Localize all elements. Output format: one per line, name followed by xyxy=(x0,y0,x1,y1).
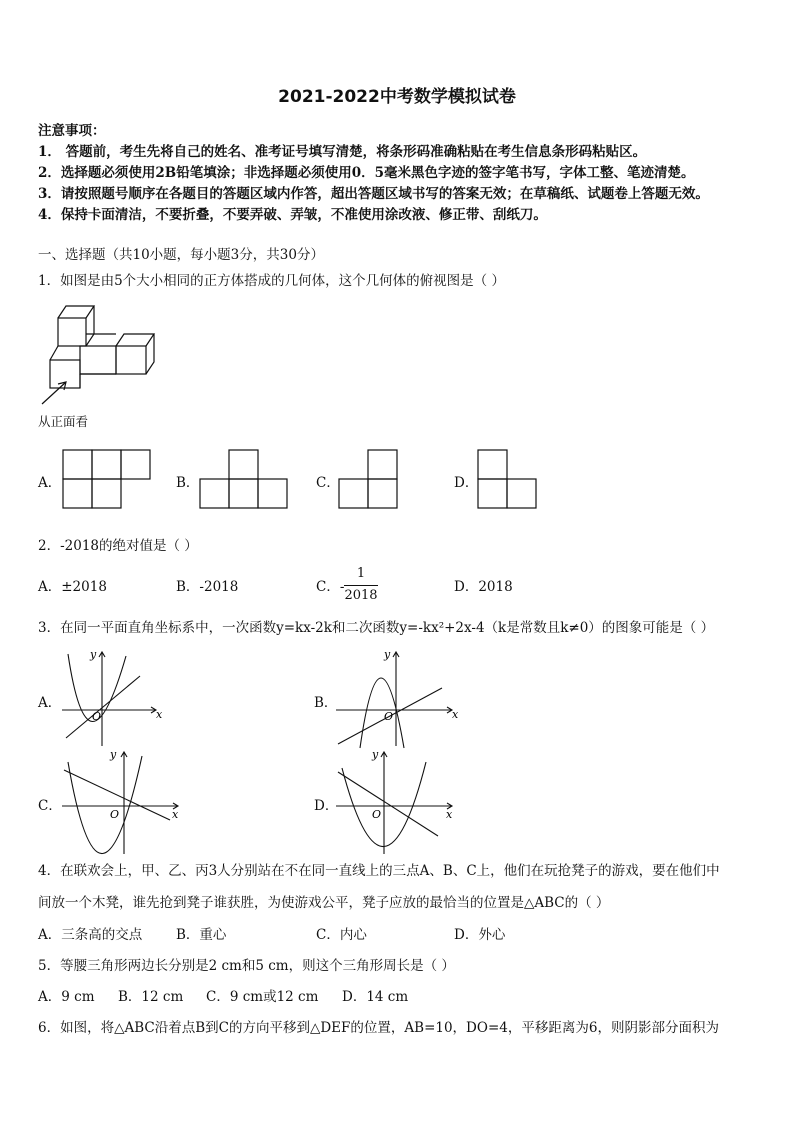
q4-stem-line-1: 4．在联欢会上，甲、乙、丙3人分别站在不在同一直线上的三点A、B、C上，他们在玩抢凳子的游戏，要在他们中 xyxy=(38,863,720,879)
q3-option-c[interactable]: C． xyxy=(38,798,62,814)
q1-option-d-figure xyxy=(477,449,543,511)
notice-heading: 注意事项： xyxy=(38,123,106,139)
q3-a-origin: O xyxy=(92,710,102,723)
q2-stem: 2．-2018的绝对值是（ ） xyxy=(38,538,198,554)
q1-option-c-figure xyxy=(338,449,404,511)
notice-item-1: 1． 答题前，考生先将自己的姓名、准考证号填写清楚，将条形码准确粘贴在考生信息条形码粘贴区。 xyxy=(38,144,647,160)
notice-item-3: 3．请按照题号顺序在各题目的答题区域内作答，超出答题区域书写的答案无效；在草稿纸、试题卷上答题无效。 xyxy=(38,186,709,202)
q2-option-c-numerator: 1 xyxy=(356,566,366,581)
notice-item-4: 4．保持卡面清洁，不要折叠，不要弄破、弄皱，不准使用涂改液、修正带、刮纸刀。 xyxy=(38,207,547,223)
q3-option-a[interactable]: A． xyxy=(38,695,62,711)
q1-option-a-figure xyxy=(62,449,154,511)
q2-option-b[interactable]: B．-2018 xyxy=(176,579,239,595)
fraction-bar xyxy=(344,585,378,586)
q3-d-origin: O xyxy=(372,808,382,821)
q3-a-x-label: x xyxy=(156,708,163,721)
q3-option-d[interactable]: D． xyxy=(314,798,339,814)
page-title: 2021-2022中考数学模拟试卷 xyxy=(278,87,516,107)
q3-b-y-label: y xyxy=(384,648,391,661)
q3-c-x-label: x xyxy=(172,808,179,821)
q4-option-a[interactable]: A．三条高的交点 xyxy=(38,927,143,943)
q2-option-c[interactable]: C．- xyxy=(316,579,345,595)
q3-b-origin: O xyxy=(384,710,394,723)
q4-stem-line-2: 间放一个木凳，谁先抢到凳子谁获胜，为使游戏公平，凳子应放的最恰当的位置是△ABC的（ ） xyxy=(38,895,610,911)
q3-b-x-label: x xyxy=(452,708,459,721)
q5-option-d[interactable]: D．14 cm xyxy=(342,989,409,1005)
q3-a-y-label: y xyxy=(90,648,97,661)
q1-option-b-figure xyxy=(199,449,291,511)
q1-solid-figure xyxy=(40,300,160,410)
q1-option-a[interactable]: A． xyxy=(38,475,62,491)
q1-view-label: 从正面看 xyxy=(38,414,89,429)
q4-option-b[interactable]: B．重心 xyxy=(176,927,227,943)
q4-option-d[interactable]: D．外心 xyxy=(454,927,506,943)
section-heading: 一、选择题（共10小题，每小题3分，共30分） xyxy=(38,247,324,263)
q3-option-c-graph xyxy=(60,748,190,858)
q1-stem: 1．如图是由5个大小相同的正方体搭成的几何体，这个几何体的俯视图是（ ） xyxy=(38,273,505,289)
q6-stem: 6．如图，将△ABC沿着点B到C的方向平移到△DEF的位置，AB=10，DO=4，平移距离为6，则阴影部分面积为 xyxy=(38,1020,719,1036)
q5-option-b[interactable]: B．12 cm xyxy=(118,989,184,1005)
q3-d-y-label: y xyxy=(372,748,379,761)
q3-stem: 3．在同一平面直角坐标系中，一次函数y=kx-2k和二次函数y=-kx²+2x-4（k是常数且k≠0）的图象可能是（ ） xyxy=(38,620,715,636)
q3-c-origin: O xyxy=(110,808,120,821)
q5-option-a[interactable]: A．9 cm xyxy=(38,989,95,1005)
q2-option-c-denominator: 2018 xyxy=(344,588,378,603)
q3-option-d-graph xyxy=(334,748,464,858)
q1-option-c[interactable]: C． xyxy=(316,475,340,491)
q3-option-b-graph xyxy=(334,648,464,748)
q1-option-b[interactable]: B． xyxy=(176,475,200,491)
q4-option-c[interactable]: C．内心 xyxy=(316,927,367,943)
q3-option-b[interactable]: B． xyxy=(314,695,338,711)
q3-d-x-label: x xyxy=(446,808,453,821)
q2-option-d[interactable]: D．2018 xyxy=(454,579,513,595)
q5-option-c[interactable]: C．9 cm或12 cm xyxy=(206,989,319,1005)
q3-option-a-graph xyxy=(60,648,170,748)
notice-item-2: 2．选择题必须使用2B铅笔填涂；非选择题必须使用0．5毫米黑色字迹的签字笔书写，字体工整、笔迹清楚。 xyxy=(38,165,695,181)
q3-c-y-label: y xyxy=(110,748,117,761)
q2-option-a[interactable]: A．±2018 xyxy=(38,579,107,595)
q1-option-d[interactable]: D． xyxy=(454,475,479,491)
q5-stem: 5．等腰三角形两边长分别是2 cm和5 cm，则这个三角形周长是（ ） xyxy=(38,958,455,974)
